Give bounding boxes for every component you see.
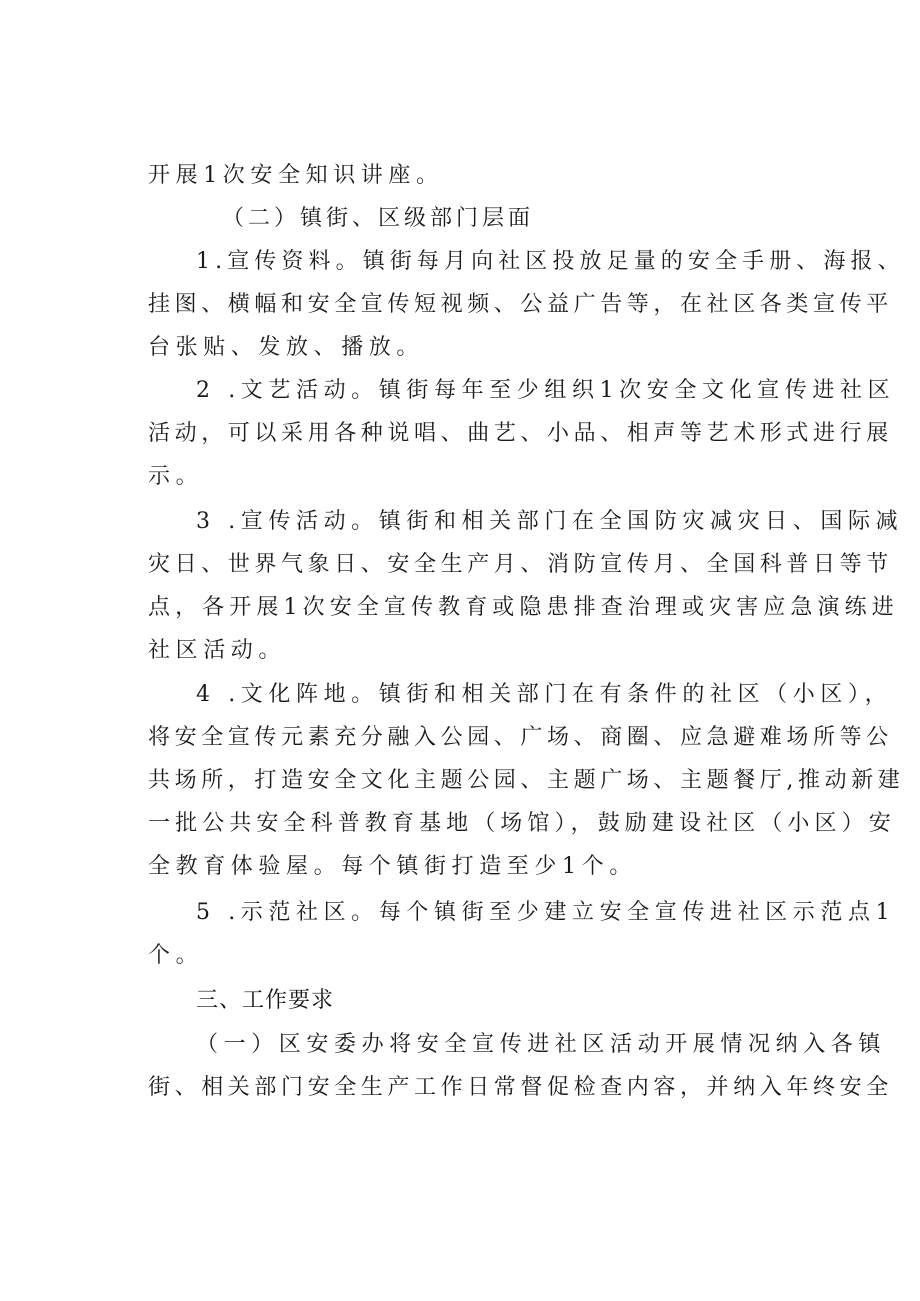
text-line: 共场所，打造安全文化主题公园、主题广场、主题餐厅,推动新建: [148, 768, 905, 793]
text-line: 社区活动。: [148, 638, 287, 663]
text-line: 1.宣传资料。镇街每月向社区投放足量的安全手册、海报、: [196, 249, 905, 274]
text-line: 点，各开展1次安全宣传教育或隐患排查治理或灾害应急演练进: [148, 595, 899, 620]
text-line: （一）区安委办将安全宣传进社区活动开展情况纳入各镇: [196, 1032, 887, 1057]
text-line: 活动，可以采用各种说唱、曲艺、小品、相声等艺术形式进行展: [148, 421, 893, 446]
text-line: 2 .文艺活动。镇街每年至少组织1次安全文化宣传进社区: [196, 378, 896, 403]
text-line: 5 .示范社区。每个镇街至少建立安全宣传进社区示范点1: [196, 900, 896, 925]
text-line: 街、相关部门安全生产工作日常督促检查内容，并纳入年终安全: [148, 1075, 893, 1100]
text-line: 将安全宣传元素充分融入公园、广场、商圈、应急避难场所等公: [148, 725, 893, 750]
text-line: 挂图、横幅和安全宣传短视频、公益广告等，在社区各类宣传平: [148, 292, 893, 317]
text-line: 全教育体验屋。每个镇街打造至少1个。: [148, 854, 637, 879]
text-line: 灾日、世界气象日、安全生产月、消防宣传月、全国科普日等节: [148, 552, 893, 577]
text-line: 3 .宣传活动。镇街和相关部门在全国防灾减灾日、国际减: [196, 509, 904, 534]
text-line: 4 .文化阵地。镇街和相关部门在有条件的社区（小区），: [196, 682, 893, 707]
text-line: 个。: [148, 943, 204, 968]
section-heading: （二）镇街、区级部门层面: [222, 206, 535, 231]
text-line: 开展1次安全知识讲座。: [148, 163, 444, 188]
text-line: 示。: [148, 464, 204, 489]
chapter-heading: 三、工作要求: [196, 988, 335, 1013]
text-line: 台张贴、发放、播放。: [148, 335, 425, 360]
text-line: 一批公共安全科普教育基地（场馆），鼓励建设社区（小区）安: [148, 811, 896, 836]
